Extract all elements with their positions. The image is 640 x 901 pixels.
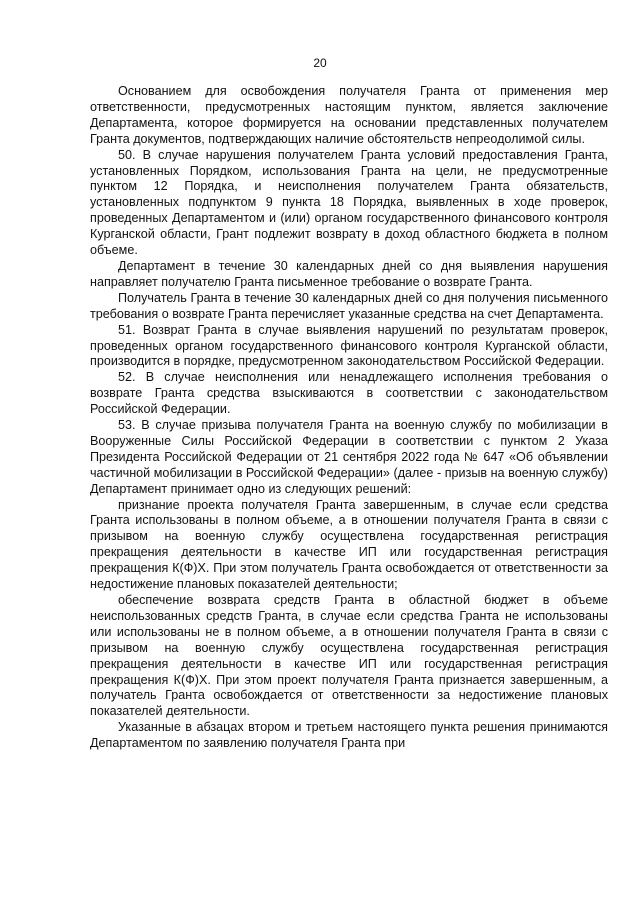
paragraph-return-demand: Департамент в течение 30 календарных дней со дня выявления нарушения направляет получателю Гранта письменное требование о возврате Гранта.: [90, 258, 608, 289]
paragraph-decision-completion: признание проекта получателя Гранта завершенным, в случае если средства Гранта использованы в полном объеме, а в отношении получателя Гранта в связи с призывом на военную службу осуществлена государственная регистрация прекращения деятельности в качестве ИП или государственная регистрация прекращения К(Ф)Х. При этом получатель Гранта освобождается от ответственности за недостижение плановых показателей деятельности;: [90, 497, 608, 592]
paragraph-return-transfer: Получатель Гранта в течение 30 календарных дней со дня получения письменного требования о возврате Гранта перечисляет указанные средства на счет Департамента.: [90, 290, 608, 321]
paragraph-clause-50: 50. В случае нарушения получателем Гранта условий предоставления Гранта, установленных Порядком, использования Гранта на цели, не предусмотренные пунктом 12 Порядка, и неисполнения получателем Гранта обязательств, установленных подпунктом 9 пункта 18 Порядка, выявленных в ходе проверок, проведенных Департаментом и (или) органом государственного финансового контроля Курганской области, Грант подлежит возврату в доход областного бюджета в полном объеме.: [90, 147, 608, 258]
paragraph-decision-refund: обеспечение возврата средств Гранта в областной бюджет в объеме неиспользованных средств Гранта, в случае если средства Гранта не использованы или использованы не в полном объеме, а в отношении получателя Гранта в связи с призывом на военную службу осуществлена государственная регистрация прекращения деятельности в качестве ИП или государственная регистрация прекращения К(Ф)Х. При этом проект получателя Гранта признается завершенным, а получатель Гранта освобождается от ответственности за недостижение плановых показателей деятельности.: [90, 593, 608, 719]
paragraph-decision-basis: Указанные в абзацах втором и третьем настоящего пункта решения принимаются Департаментом по заявлению получателя Гранта при: [90, 720, 608, 751]
paragraph-clause-53: 53. В случае призыва получателя Гранта на военную службу по мобилизации в Вооруженные Силы Российской Федерации в соответствии с пунктом 2 Указа Президента Российской Федерации от 21 сентября 2022 года № 647 «Об объявлении частичной мобилизации в Российской Федерации» (далее - призыв на военную службу) Департамент принимает одно из следующих решений:: [90, 418, 608, 496]
paragraph-clause-51: 51. Возврат Гранта в случае выявления нарушений по результатам проверок, проведенных органом государственного финансового контроля Курганской области, производится в порядке, предусмотренном законодательством Российской Федерации.: [90, 322, 608, 369]
page-number: 20: [313, 56, 327, 70]
paragraph-clause-52: 52. В случае неисполнения или ненадлежащего исполнения требования о возврате Гранта средства взыскиваются в соответствии с законодательством Российской Федерации.: [90, 370, 608, 417]
document-body: [90, 84, 608, 752]
paragraph-force-majeure-basis: Основанием для освобождения получателя Гранта от применения мер ответственности, предусмотренных настоящим пунктом, является заключение Департамента, которое формируется на основании представленных получателем Гранта документов, подтверждающих наличие обстоятельств непреодолимой силы.: [90, 84, 608, 146]
